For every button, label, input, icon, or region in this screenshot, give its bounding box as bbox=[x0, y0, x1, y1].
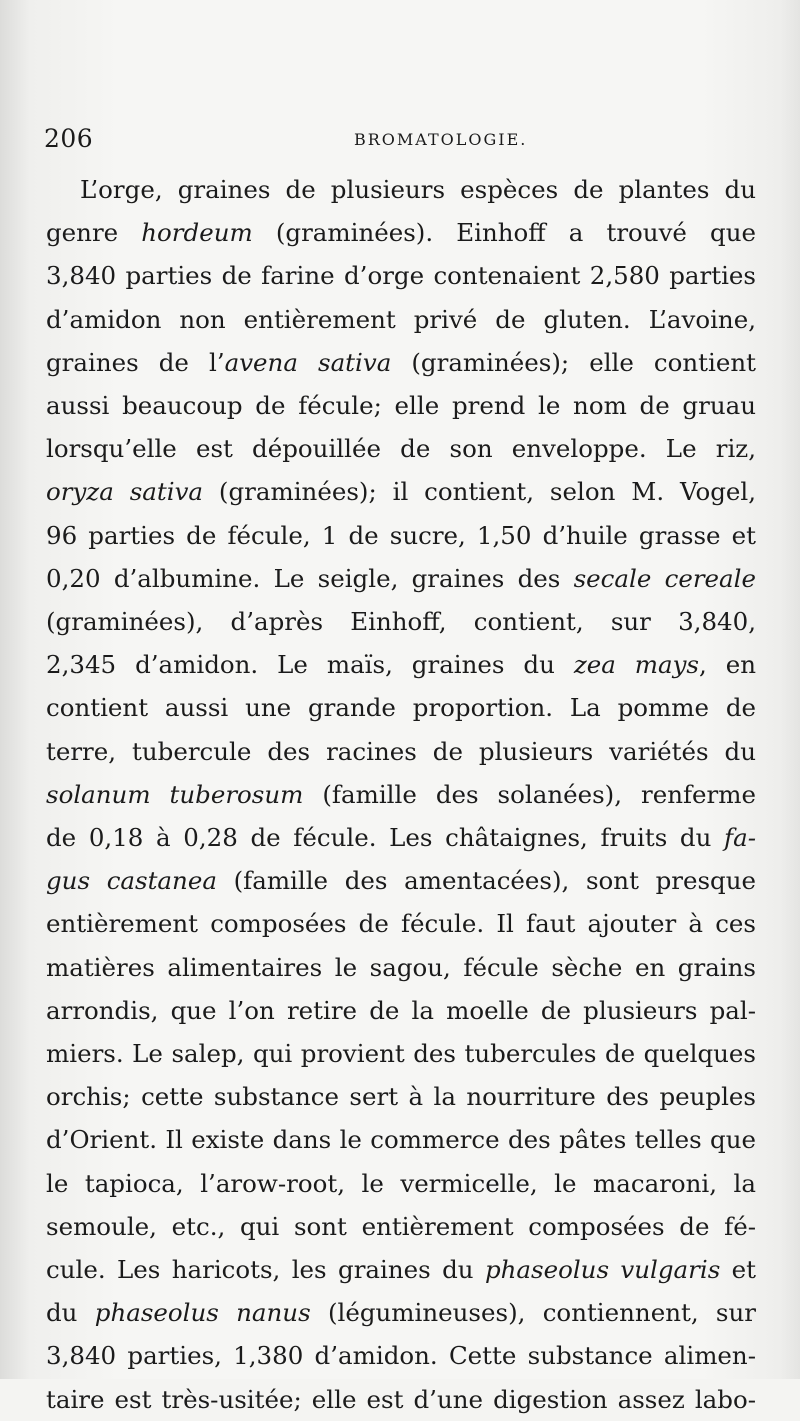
text-run: 3,840 parties de farine d’orge contenaient 2,580 parties bbox=[46, 261, 756, 291]
text-run: semoule, etc., qui sont entièrement composées de fé- bbox=[46, 1211, 756, 1241]
italic-text: secale cereale bbox=[573, 563, 756, 593]
text-run: (graminées). Einhoff a trouvé que bbox=[252, 218, 756, 248]
text-line bbox=[46, 1205, 756, 1248]
text-run: aussi beaucoup de fécule; elle prend le nom de gruau bbox=[46, 391, 756, 421]
text-line bbox=[46, 989, 756, 1032]
text-line bbox=[46, 816, 756, 859]
text-run: 3,840 parties, 1,380 d’amidon. Cette substance alimen- bbox=[46, 1341, 756, 1371]
text-line bbox=[46, 470, 756, 513]
text-line bbox=[46, 1378, 756, 1421]
text-run: le tapioca, l’arow-root, le vermicelle, le macaroni, la bbox=[46, 1168, 756, 1198]
text-line bbox=[46, 1291, 756, 1334]
text-run: lorsqu’elle est dépouillée de son enveloppe. Le riz, bbox=[46, 434, 756, 464]
text-run: (légumineuses), contiennent, sur bbox=[310, 1298, 756, 1328]
text-run: contient aussi une grande proportion. La pomme de bbox=[46, 693, 756, 723]
text-line bbox=[46, 298, 756, 341]
running-title: BROMATOLOGIE. bbox=[354, 130, 528, 149]
italic-text: oryza sativa bbox=[46, 477, 204, 507]
text-line bbox=[46, 773, 756, 816]
text-line bbox=[46, 427, 756, 470]
text-run: 2,345 d’amidon. Le maïs, graines du bbox=[46, 650, 574, 680]
page-number: 206 bbox=[44, 124, 94, 153]
text-run: taire est très-usitée; elle est d’une digestion assez labo- bbox=[46, 1384, 756, 1414]
text-run: matières alimentaires le sagou, fécule sèche en grains bbox=[46, 952, 756, 982]
body-text bbox=[46, 168, 756, 1421]
text-run: genre bbox=[46, 218, 142, 248]
text-line bbox=[46, 168, 756, 211]
text-run: 0,20 d’albumine. Le seigle, graines des bbox=[46, 563, 574, 593]
text-line bbox=[46, 946, 756, 989]
page-header bbox=[44, 124, 764, 160]
text-run: arrondis, que l’on retire de la moelle de plusieurs pal- bbox=[46, 995, 756, 1025]
text-line bbox=[46, 1248, 756, 1291]
italic-text: hordeum bbox=[141, 218, 253, 248]
text-line bbox=[46, 1334, 756, 1377]
text-line bbox=[46, 902, 756, 945]
text-run: miers. Le salep, qui provient des tubercules de quelques bbox=[46, 1039, 756, 1069]
text-line bbox=[46, 254, 756, 297]
text-line bbox=[46, 211, 756, 254]
text-line bbox=[46, 341, 756, 384]
italic-text: gus castanea bbox=[46, 866, 217, 896]
text-line bbox=[46, 730, 756, 773]
text-run: d’Orient. Il existe dans le commerce des pâtes telles que bbox=[46, 1125, 756, 1155]
text-line bbox=[46, 384, 756, 427]
text-line bbox=[46, 643, 756, 686]
text-line bbox=[46, 514, 756, 557]
italic-text: avena sativa bbox=[224, 347, 392, 377]
italic-text: fa- bbox=[724, 823, 756, 853]
text-run: , en bbox=[699, 650, 757, 680]
text-run: (graminées); il contient, selon M. Vogel, bbox=[203, 477, 757, 507]
text-line bbox=[46, 859, 756, 902]
italic-text: solanum tuberosum bbox=[46, 779, 304, 809]
text-line bbox=[46, 1162, 756, 1205]
text-run: graines de l’ bbox=[46, 347, 225, 377]
italic-text: phaseolus vulgaris bbox=[484, 1255, 721, 1285]
text-line bbox=[46, 1032, 756, 1075]
text-line bbox=[46, 557, 756, 600]
italic-text: phaseolus nanus bbox=[94, 1298, 311, 1328]
text-run: entièrement composées de fécule. Il faut ajouter à ces bbox=[46, 909, 756, 939]
text-line bbox=[46, 686, 756, 729]
text-run: (graminées), d’après Einhoff, contient, sur 3,840, bbox=[46, 607, 756, 637]
text-line bbox=[46, 1075, 756, 1118]
text-run: (famille des solanées), renferme bbox=[303, 779, 756, 809]
text-run: de 0,18 à 0,28 de fécule. Les châtaignes, fruits du bbox=[46, 823, 725, 853]
text-line bbox=[46, 600, 756, 643]
text-run: terre, tubercule des racines de plusieurs variétés du bbox=[46, 736, 756, 766]
text-run: du bbox=[46, 1298, 95, 1328]
text-run: cule. Les haricots, les graines du bbox=[46, 1255, 485, 1285]
text-run: (graminées); elle contient bbox=[391, 347, 756, 377]
text-run: L’orge, graines de plusieurs espèces de plantes du bbox=[80, 175, 756, 204]
italic-text: zea mays bbox=[573, 650, 700, 680]
text-run: orchis; cette substance sert à la nourriture des peuples bbox=[46, 1082, 756, 1112]
text-line bbox=[46, 1118, 756, 1161]
text-run: d’amidon non entièrement privé de gluten. L’avoine, bbox=[46, 304, 756, 334]
text-run: (famille des amentacées), sont presque bbox=[216, 866, 757, 896]
text-run: 96 parties de fécule, 1 de sucre, 1,50 d’huile grasse et bbox=[46, 520, 756, 550]
text-run: et bbox=[720, 1255, 756, 1285]
